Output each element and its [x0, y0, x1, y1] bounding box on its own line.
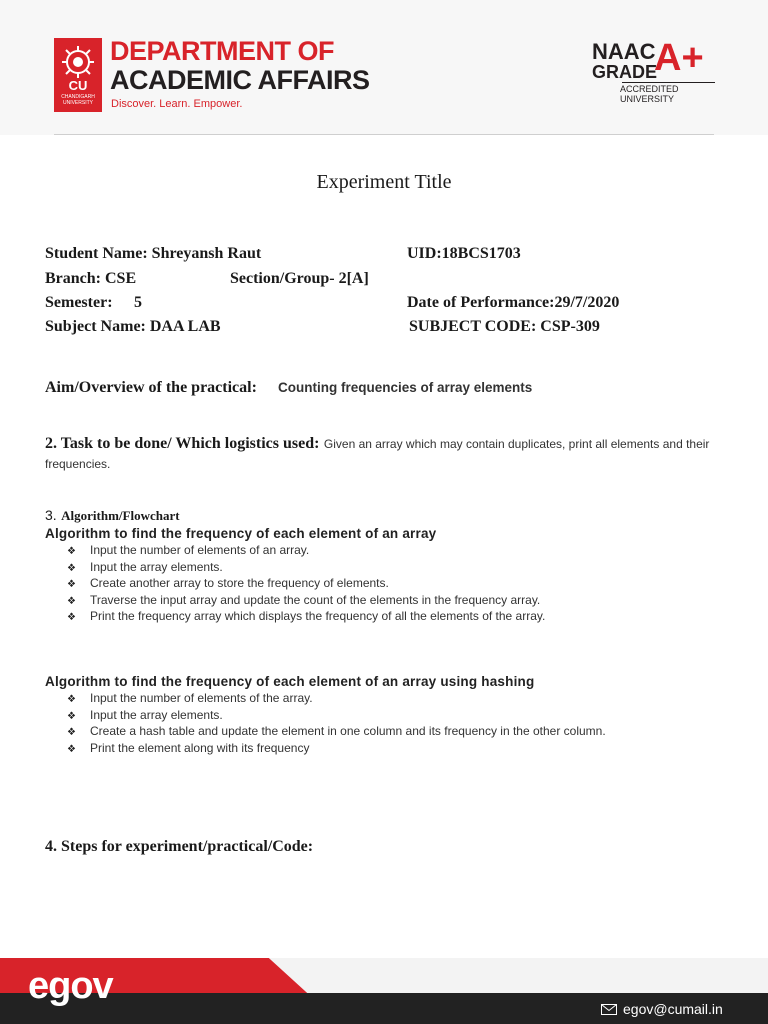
task-text: Given an array which may contain duplicates, print all elements and their frequencies.	[45, 437, 710, 471]
section-group: Section/Group- 2[A]	[230, 270, 369, 287]
department-title-line2: ACADEMIC AFFAIRS	[110, 65, 370, 95]
branch: Branch: CSE	[45, 270, 137, 287]
footer-email[interactable]: egov@cumail.in	[623, 1001, 723, 1017]
semester-value: 5	[134, 294, 142, 311]
diamond-bullet-icon: ❖	[67, 710, 76, 722]
algorithm-label: Algorithm/Flowchart	[61, 508, 180, 523]
diamond-bullet-icon: ❖	[67, 595, 76, 607]
cu-logo	[54, 38, 102, 112]
logo-text: CU	[68, 78, 88, 93]
task-section	[45, 434, 725, 474]
tagline: Discover. Learn. Empower.	[111, 98, 243, 110]
algorithm2-heading: Algorithm to find the frequency of each element of an array using hashing	[45, 674, 535, 689]
department-title-line1: DEPARTMENT OF	[110, 36, 334, 66]
uid: UID:18BCS1703	[407, 245, 521, 262]
list-item: ❖ Print the frequency array which displays the frequency of all the elements of the array.	[67, 609, 545, 626]
list-item: ❖ Print the element along with its frequency	[67, 741, 606, 758]
egov-logo: egov	[28, 965, 113, 1007]
algorithm-section-heading	[45, 507, 180, 525]
diamond-bullet-icon: ❖	[67, 562, 76, 574]
date-of-performance: Date of Performance:29/7/2020	[407, 294, 620, 311]
list-item: ❖ Input the array elements.	[67, 708, 606, 725]
grade-value: A+	[654, 37, 704, 79]
cu-emblem-icon	[60, 44, 96, 80]
task-label: 2. Task to be done/ Which logistics used:	[45, 435, 320, 452]
list-item: ❖ Input the number of elements of an array.	[67, 543, 545, 560]
diamond-bullet-icon: ❖	[67, 727, 76, 738]
list-item: ❖ Create another array to store the frequency of elements.	[67, 576, 545, 593]
subject-name: Subject Name: DAA LAB	[45, 318, 221, 335]
algorithm2-steps	[67, 691, 606, 757]
algorithm1-steps	[67, 543, 545, 626]
naac-badge	[592, 37, 717, 104]
diamond-bullet-icon: ❖	[67, 546, 76, 557]
aim-label: Aim/Overview of the practical:	[45, 379, 257, 396]
list-item: ❖ Input the number of elements of the array.	[67, 691, 606, 708]
list-item: ❖ Create a hash table and update the element in one column and its frequency in the other column.	[67, 724, 606, 741]
list-item: ❖ Traverse the input array and update the count of the elements in the frequency array.	[67, 593, 545, 610]
naac-label: NAAC	[592, 39, 656, 64]
algorithm-number: 3.	[45, 507, 57, 523]
student-name: Student Name: Shreyansh Raut	[45, 245, 262, 262]
steps-heading: 4. Steps for experiment/practical/Code:	[45, 838, 314, 855]
mail-icon	[601, 1004, 617, 1015]
logo-subtext: CHANDIGARH UNIVERSITY	[61, 94, 95, 106]
diamond-bullet-icon: ❖	[67, 612, 76, 623]
accredited-label: ACCREDITED UNIVERSITY	[620, 84, 679, 104]
grade-label: GRADE	[592, 62, 658, 82]
page-title: Experiment Title	[316, 171, 452, 193]
aim-text: Counting frequencies of array elements	[278, 380, 533, 395]
algorithm1-heading: Algorithm to find the frequency of each element of an array	[45, 526, 437, 541]
diamond-bullet-icon: ❖	[67, 743, 76, 755]
diamond-bullet-icon: ❖	[67, 579, 76, 590]
list-item: ❖ Input the array elements.	[67, 560, 545, 577]
diamond-bullet-icon: ❖	[67, 694, 76, 705]
subject-code: SUBJECT CODE: CSP-309	[409, 318, 600, 335]
naac-divider	[622, 82, 715, 83]
header-divider	[54, 134, 714, 135]
semester-label: Semester:	[45, 294, 113, 311]
